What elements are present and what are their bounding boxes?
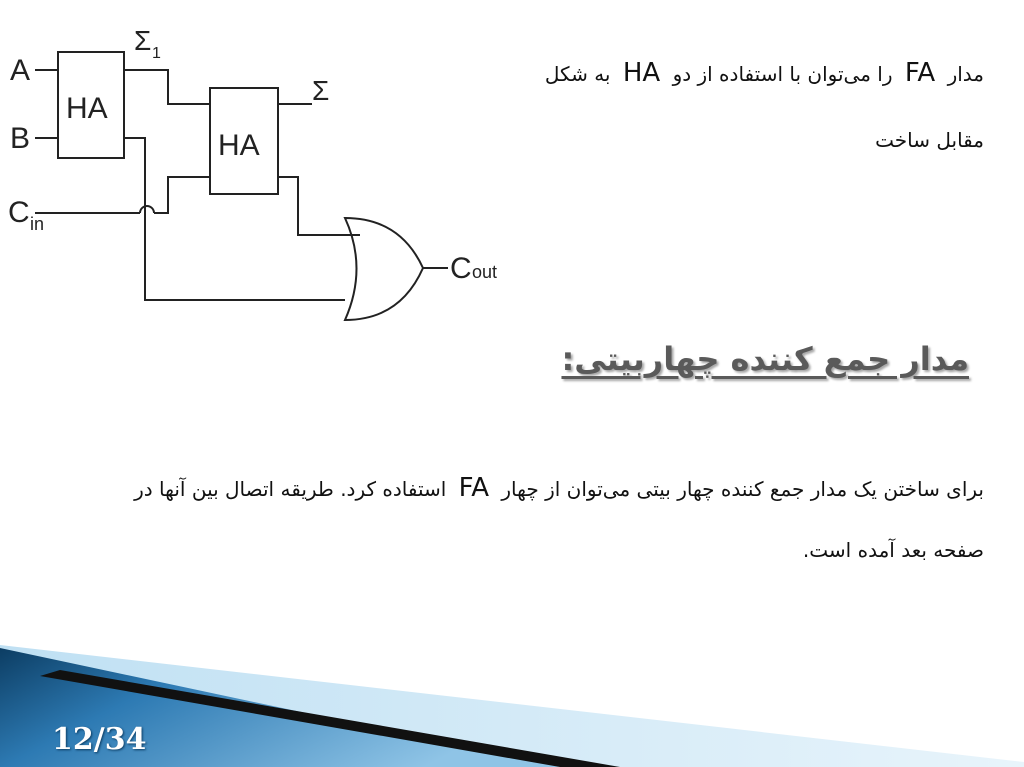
wire-sum1 [124, 70, 210, 104]
paragraph-2-line-2: صفحه بعد آمده است. [802, 538, 984, 562]
paragraph-1-line-1 [545, 58, 984, 88]
label-sum1-sub: 1 [152, 45, 161, 62]
label-b: B [10, 122, 31, 155]
para2-text-a: برای ساختن یک مدار جمع کننده چهار بیتی می‌توان از چهار [501, 477, 984, 501]
para1-text-b: را می‌توان با استفاده از دو [672, 62, 893, 86]
paragraph-2-line-1 [134, 473, 984, 503]
ha1-label: HA [66, 92, 108, 125]
para1-term-ha: HA [622, 58, 661, 88]
footer-decoration [0, 640, 1024, 767]
para1-text-c: به شکل [544, 62, 611, 86]
wire-carry1 [124, 138, 345, 300]
wire-cin-jump [140, 206, 154, 213]
para2-text-b: استفاده کرد. طریقه اتصال بین آنها در [134, 477, 447, 501]
wire-cin-route [154, 177, 210, 213]
page-number: 12/34 [52, 722, 147, 757]
section-heading: مدار جمع کننده چهاربیتی: [561, 340, 969, 378]
label-cin: C [8, 196, 30, 229]
ha2-label: HA [218, 129, 260, 162]
label-sum1: Σ [134, 25, 152, 56]
label-cin-sub: in [30, 214, 45, 234]
full-adder-circuit-diagram [0, 0, 520, 340]
label-a: A [10, 54, 31, 87]
para1-term-fa: FA [904, 58, 936, 88]
para2-term-fa: FA [458, 473, 490, 503]
or-gate [345, 218, 423, 320]
label-cout-sub: out [472, 262, 498, 282]
para1-text-a: مدار [947, 62, 984, 86]
paragraph-1-line-2: مقابل ساخت [875, 128, 984, 152]
label-cout: C [450, 252, 472, 285]
label-sum: Σ [312, 75, 330, 106]
